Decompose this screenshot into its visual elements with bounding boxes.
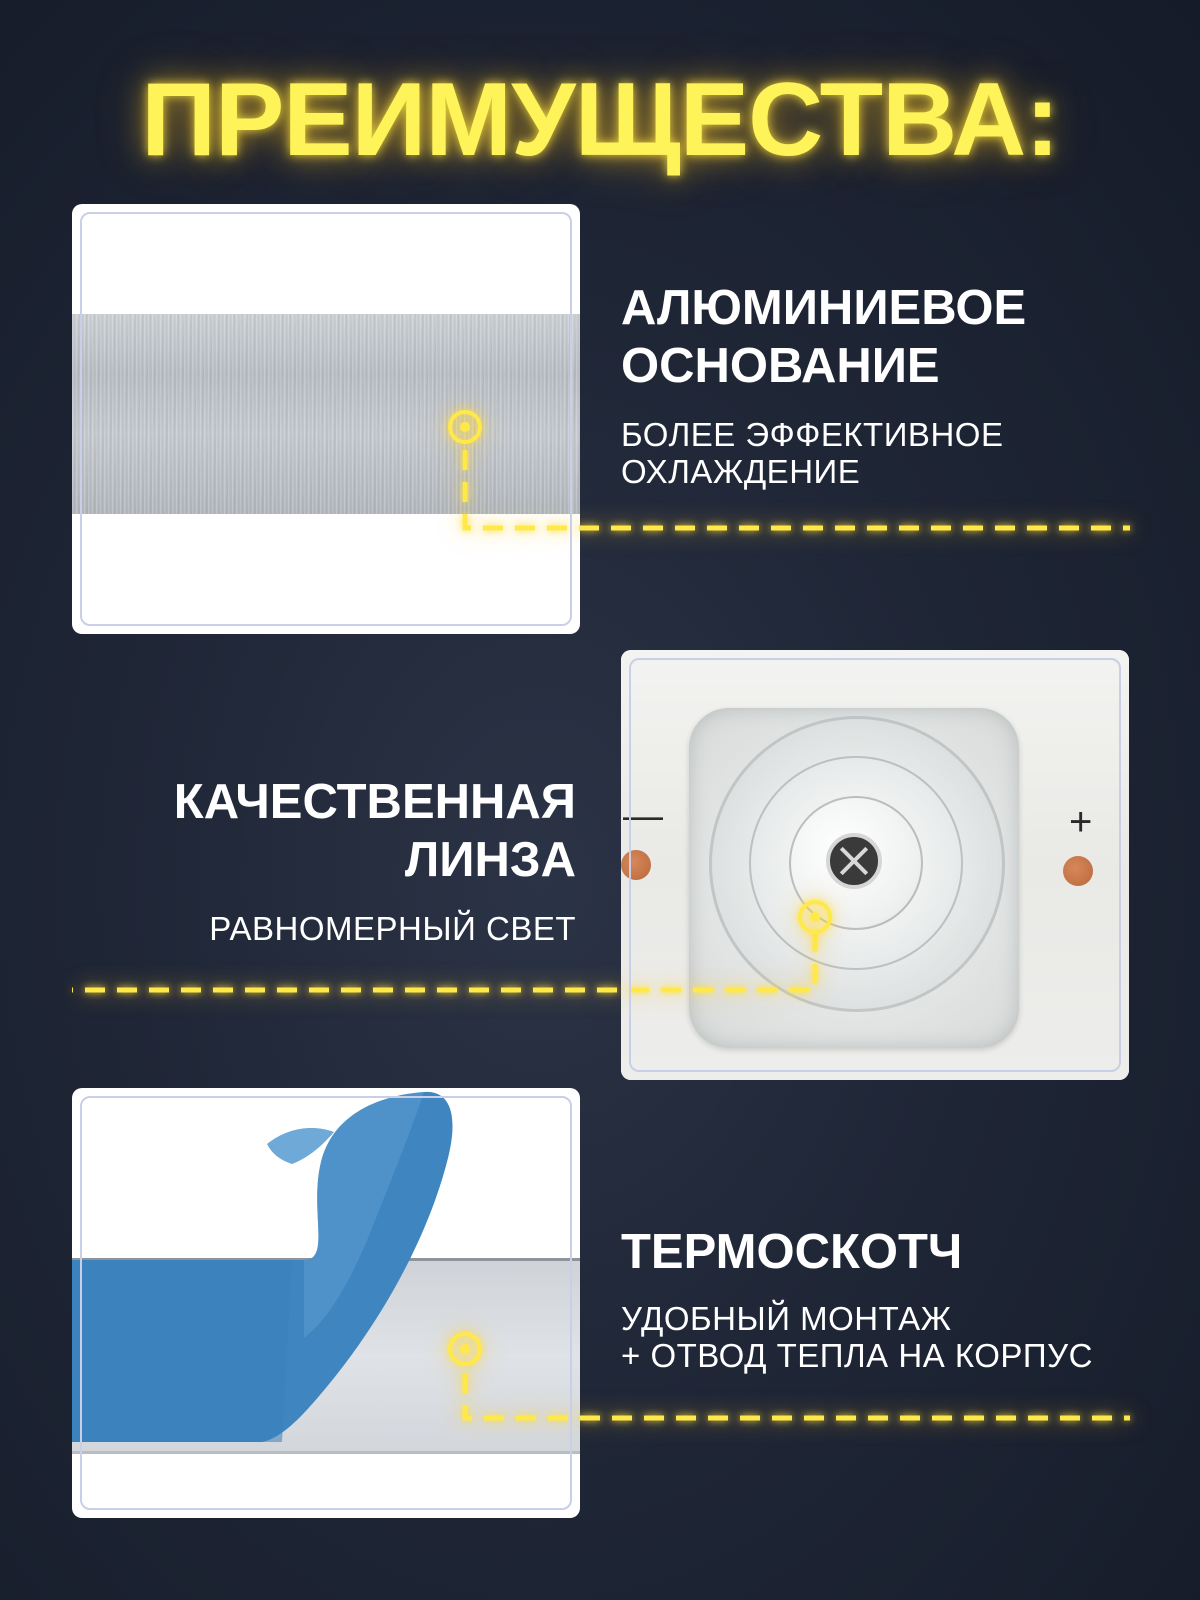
feature-subtitle-line: + ОТВОД ТЕПЛА НА КОРПУС — [621, 1337, 1093, 1374]
feature-subtitle-line: УДОБНЫЙ МОНТАЖ — [621, 1300, 952, 1337]
feature-subtitle-lens — [30, 910, 576, 947]
feature-title-aluminum — [621, 279, 1181, 395]
led-lens-photo — [621, 650, 1129, 1080]
blue-tape-flap-icon — [72, 1088, 580, 1518]
feature-subtitle-aluminum — [621, 416, 1181, 490]
page-title: ПРЕИМУЩЕСТВА: — [141, 62, 1059, 178]
solder-pad — [621, 850, 651, 880]
feature-subtitle-line: РАВНОМЕРНЫЙ СВЕТ — [209, 910, 576, 947]
thermal-tape-photo — [72, 1088, 580, 1518]
plus-sign: + — [1069, 800, 1093, 844]
feature-title-lens — [30, 773, 576, 889]
feature-subtitle-line: БОЛЕЕ ЭФФЕКТИВНОЕ — [621, 416, 1004, 453]
aluminum-base-photo — [72, 204, 580, 634]
aluminum-strip-image — [72, 314, 580, 514]
feature-title-line: ЛИНЗА — [404, 833, 576, 887]
solder-pad — [1063, 856, 1093, 886]
minus-sign: — — [623, 794, 663, 838]
led-chip — [826, 833, 882, 889]
feature-subtitle-line: ОХЛАЖДЕНИЕ — [621, 453, 861, 490]
feature-title-line: ТЕРМОСКОТЧ — [621, 1225, 963, 1279]
feature-subtitle-tape — [621, 1300, 1181, 1374]
feature-title-line: ОСНОВАНИЕ — [621, 339, 940, 393]
feature-title-line: КАЧЕСТВЕННАЯ — [173, 775, 576, 829]
feature-title-line: АЛЮМИНИЕВОЕ — [621, 281, 1027, 335]
feature-title-tape — [621, 1223, 1181, 1281]
